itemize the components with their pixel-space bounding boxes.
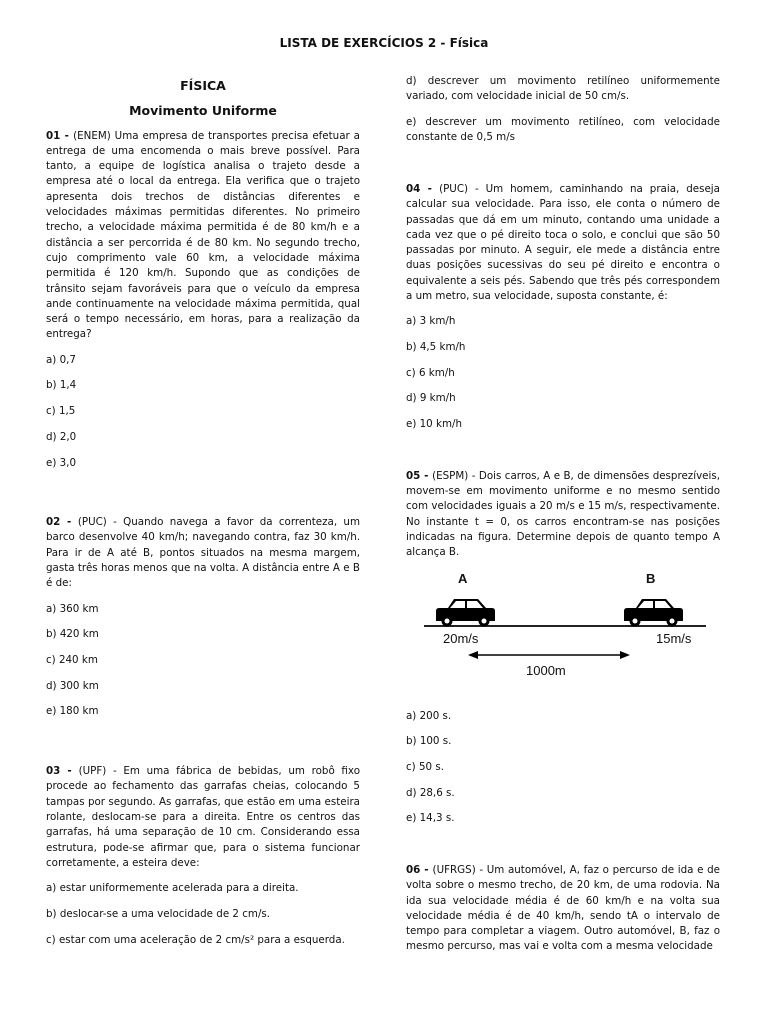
- option: a) estar uniformemente acelerada para a direita.: [46, 882, 299, 895]
- option: c) 1,5: [46, 405, 76, 418]
- option: e) descrever um movimento retilíneo, com velocidade constante de 0,5 m/s: [406, 115, 720, 144]
- question-number: 06 -: [406, 864, 433, 876]
- option: e) 3,0: [46, 456, 77, 469]
- question-text: (UPF) - Em uma fábrica de bebidas, um robô fixo procede ao fechamento das garrafas cheias, colocando 5 tampas por segundo. As garrafas, que estão em uma esteira rolante, deslocam-se para a direita. Entre os centros das garrafas, há uma separação de 10 cm. Considerando essa estrutura, pode-se afirmar que, para o sistema funcionar corretamente, a esteira deve:: [46, 765, 360, 869]
- question-number: 01 -: [46, 129, 74, 142]
- option: a) 360 km: [46, 602, 99, 615]
- car-a-label: A: [458, 570, 468, 586]
- options-list: [46, 881, 360, 948]
- option: b) 4,5 km/h: [406, 341, 466, 354]
- option: d) 9 km/h: [406, 392, 456, 405]
- option: e) 180 km: [46, 705, 99, 718]
- left-column: [46, 74, 360, 958]
- question-text: (ENEM) Uma empresa de transportes precisa efetuar a entrega de uma encomenda o mais breve possível. Para tanto, a equipe de logística analisa o trajeto desde a empresa até o local da entrega. Ela verifica que o trajeto apresenta dois trechos de distâncias diferentes e velocidades máximas permitidas diferentes. No primeiro trecho, a velocidade máxima permitida é de 80 km/h e a distância a ser percorrida é de 80 km. No segundo trecho, cujo comprimento vale 60 km, a velocidade máxima permitida é 120 km/h. Supondo que as condições de trânsito sejam favoráveis para que o veículo da empresa ande continuamente na velocidade máxima permitida, qual será o tempo necessário, em horas, para a realização da entrega?: [46, 129, 360, 341]
- speed-a-label: 20m/s: [443, 630, 479, 646]
- question-03: [46, 764, 360, 948]
- section-title: FÍSICA: [180, 78, 226, 93]
- question-number: 03 -: [46, 765, 79, 778]
- distance-arrow-icon: [468, 651, 630, 659]
- page-title: LISTA DE EXERCÍCIOS 2 - Física: [279, 36, 489, 50]
- question-05: [406, 469, 720, 827]
- options-list: [406, 709, 720, 827]
- option: b) 1,4: [46, 379, 77, 392]
- question-number: 04 -: [406, 182, 440, 195]
- speed-b-label: 15m/s: [656, 630, 692, 646]
- car-b-icon: [624, 599, 683, 627]
- option: c) 50 s.: [406, 760, 444, 773]
- option: c) estar com uma aceleração de 2 cm/s² para a esquerda.: [46, 933, 345, 946]
- options-list: [406, 314, 720, 432]
- option: d) descrever um movimento retilíneo uniformemente variado, com velocidade inicial de 50 cm/s.: [406, 75, 720, 103]
- question-text: (ESPM) - Dois carros, A e B, de dimensões desprezíveis, movem-se em movimento uniforme e no mesmo sentido com velocidades iguais a 20 m/s e 15 m/s, respectivamente. No instante t = 0, os carros encontram-se nas posições indicadas na figura. Determine depois de quanto tempo A alcança B.: [406, 469, 720, 559]
- question-02: [46, 515, 360, 720]
- option: d) 28,6 s.: [406, 786, 455, 799]
- right-column: [406, 74, 720, 955]
- options-list: [46, 353, 360, 471]
- option: e) 10 km/h: [406, 418, 462, 431]
- cars-figure: [406, 571, 706, 695]
- options-list: [46, 602, 360, 720]
- option: a) 0,7: [46, 353, 76, 366]
- option: a) 200 s.: [406, 709, 452, 722]
- question-01: [46, 129, 360, 471]
- section-subtitle: Movimento Uniforme: [129, 103, 277, 119]
- question-06: [406, 863, 720, 955]
- option: a) 3 km/h: [406, 315, 456, 328]
- option: d) 300 km: [46, 679, 99, 692]
- question-text: (PUC) - Um homem, caminhando na praia, deseja calcular sua velocidade. Para isso, ele conta o número de passadas que dá em um minuto, contando uma unidade a cada vez que o pé direito toca o solo, e conclui que são 50 passadas por minuto. A seguir, ele mede a distância entre duas posições sucessivas do seu pé direito e encontra o equivalente a seis pés. Sabendo que três pés correspondem a um metro, sua velocidade, suposta constante, é:: [406, 182, 720, 303]
- question-number: 05 -: [406, 469, 433, 482]
- car-b-label: B: [646, 570, 656, 586]
- question-text: (UFRGS) - Um automóvel, A, faz o percurso de ida e de volta sobre o mesmo trecho, de 20 km, de uma rodovia. Na ida sua velocidade média é de 60 km/h e na volta sua velocidade média é de 40 km/h, sendo tA o intervalo de tempo para completar a viagem. Outro automóvel, B, faz o mesmo percurso, mas vai e volta com a mesma velocidade: [406, 864, 720, 953]
- option: b) 100 s.: [406, 735, 452, 748]
- option: e) 14,3 s.: [406, 812, 455, 825]
- option: c) 6 km/h: [406, 366, 455, 379]
- option: b) 420 km: [46, 628, 99, 641]
- question-04: [406, 182, 720, 432]
- option: d) 2,0: [46, 430, 77, 443]
- option: b) deslocar-se a uma velocidade de 2 cm/s.: [46, 907, 271, 920]
- distance-label: 1000m: [526, 662, 566, 678]
- option: c) 240 km: [46, 654, 98, 667]
- question-number: 02 -: [46, 516, 78, 529]
- car-a-icon: [436, 599, 495, 627]
- question-text: (PUC) - Quando navega a favor da correnteza, um barco desenvolve 40 km/h; navegando contra, faz 30 km/h. Para ir de A até B, pontos situados na mesma margem, gasta três horas menos que na volta. A distância entre A e B é de:: [46, 516, 360, 590]
